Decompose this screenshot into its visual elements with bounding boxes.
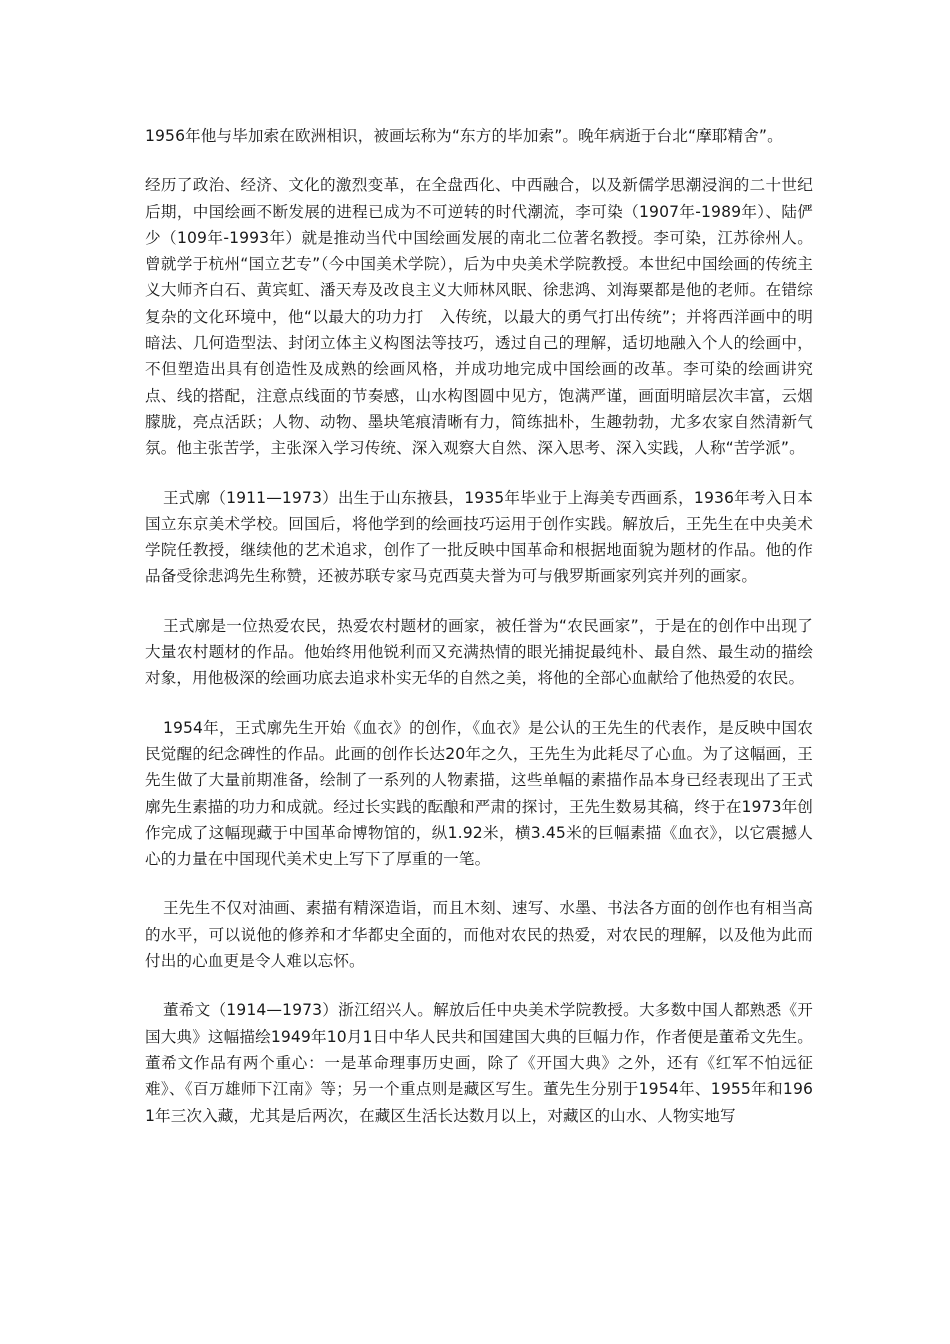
paragraph-4: 王式廓是一位热爱农民，热爱农村题材的画家，被任誉为“农民画家”，于是在的创作中出现了大量农村题材的作品。他始终用他锐利而又充满热情的眼光捕捉最纯朴、最自然、最生动的描绘对象，用他极深的绘画功底去追求朴实无华的自然之美，将他的全部心血献给了他热爱的农民。 <box>145 616 813 688</box>
document-body <box>145 123 813 1152</box>
paragraph-6: 王先生不仅对油画、素描有精深造诣，而且木刻、速写、水墨、书法各方面的创作也有相当高的水平，可以说他的修养和才华都史全面的，而他对农民的热爱，对农民的理解，以及他为此而付出的心血更是令人难以忘怀。 <box>145 899 813 971</box>
paragraph-2: 经历了政治、经济、文化的激烈变革，在全盘西化、中西融合，以及新儒学思潮浸润的二十世纪后期，中国绘画不断发展的进程已成为不可逆转的时代潮流，李可染（1907年-1989年）、陆俨少（109年-1993年）就是推动当代中国绘画发展的南北二位著名教授。李可染，江苏徐州人。曾就学于杭州“国立艺专”（今中国美术学院），后为中央美术学院教授。本世纪中国绘画的传统主义大师齐白石、黄宾虹、潘天寿及改良主义大师林风眠、徐悲鸿、刘海粟都是他的老师。在错综复杂的文化环境中，他“以最大的功力打 入传统，以最大的勇气打出传统”；并将西洋画中的明暗法、几何造型法、封闭立体主义构图法等技巧，透过自己的理解，适切地融入个人的绘画中，不但塑造出具有创造性及成熟的绘画风格，并成功地完成中国绘画的改革。李可染的绘画讲究点、线的搭配，注意点线面的节奏感，山水构图圆中见方，饱满严谨，画面明暗层次丰富，云烟朦胧，亮点活跃；人物、动物、墨块笔痕清晰有力，简练拙朴，生趣勃勃，尤多农家自然清新气氛。他主张苦学，主张深入学习传统、深入观察大自然、深入思考、深入实践，人称“苦学派”。 <box>145 176 813 458</box>
paragraph-7: 董希文（1914—1973）浙江绍兴人。解放后任中央美术学院教授。大多数中国人都熟悉《开国大典》这幅描绘1949年10月1日中华人民共和国建国大典的巨幅力作，作者便是董希文先生。董希文作品有两个重心：一是革命理事历史画，除了《开国大典》之外，还有《红军不怕远征难》、《百万雄师下江南》等；另一个重点则是藏区写生。董先生分别于1954年、1955年和1961年三次入藏，尤其是后两次，在藏区生活长达数月以上，对藏区的山水、人物实地写 <box>145 1001 813 1125</box>
paragraph-1: 1956年他与毕加索在欧洲相识，被画坛称为“东方的毕加索”。晚年病逝于台北“摩耶精舍”。 <box>145 127 783 145</box>
paragraph-5: 1954年，王式廓先生开始《血衣》的创作，《血衣》是公认的王先生的代表作，是反映中国农民觉醒的纪念碑性的作品。此画的创作长达20年之久，王先生为此耗尽了心血。为了这幅画，王先生做了大量前期准备，绘制了一系列的人物素描，这些单幅的素描作品本身已经表现出了王式廓先生素描的功力和成就。经过长实践的酝酿和严肃的探讨，王先生数易其稿，终于在1973年创作完成了这幅现藏于中国革命博物馆的，纵1.92米，横3.45米的巨幅素描《血衣》，以它震撼人心的力量在中国现代美术史上写下了厚重的一笔。 <box>145 718 813 869</box>
paragraph-3: 王式廓（1911—1973）出生于山东掖县，1935年毕业于上海美专西画系，1936年考入日本国立东京美术学校。回国后，将他学到的绘画技巧运用于创作实践。解放后，王先生在中央美术学院任教授，继续他的艺术追求，创作了一批反映中国革命和根据地面貌为题材的作品。他的作品备受徐悲鸿先生称赞，还被苏联专家马克西莫夫誉为可与俄罗斯画家列宾并列的画家。 <box>145 488 813 586</box>
